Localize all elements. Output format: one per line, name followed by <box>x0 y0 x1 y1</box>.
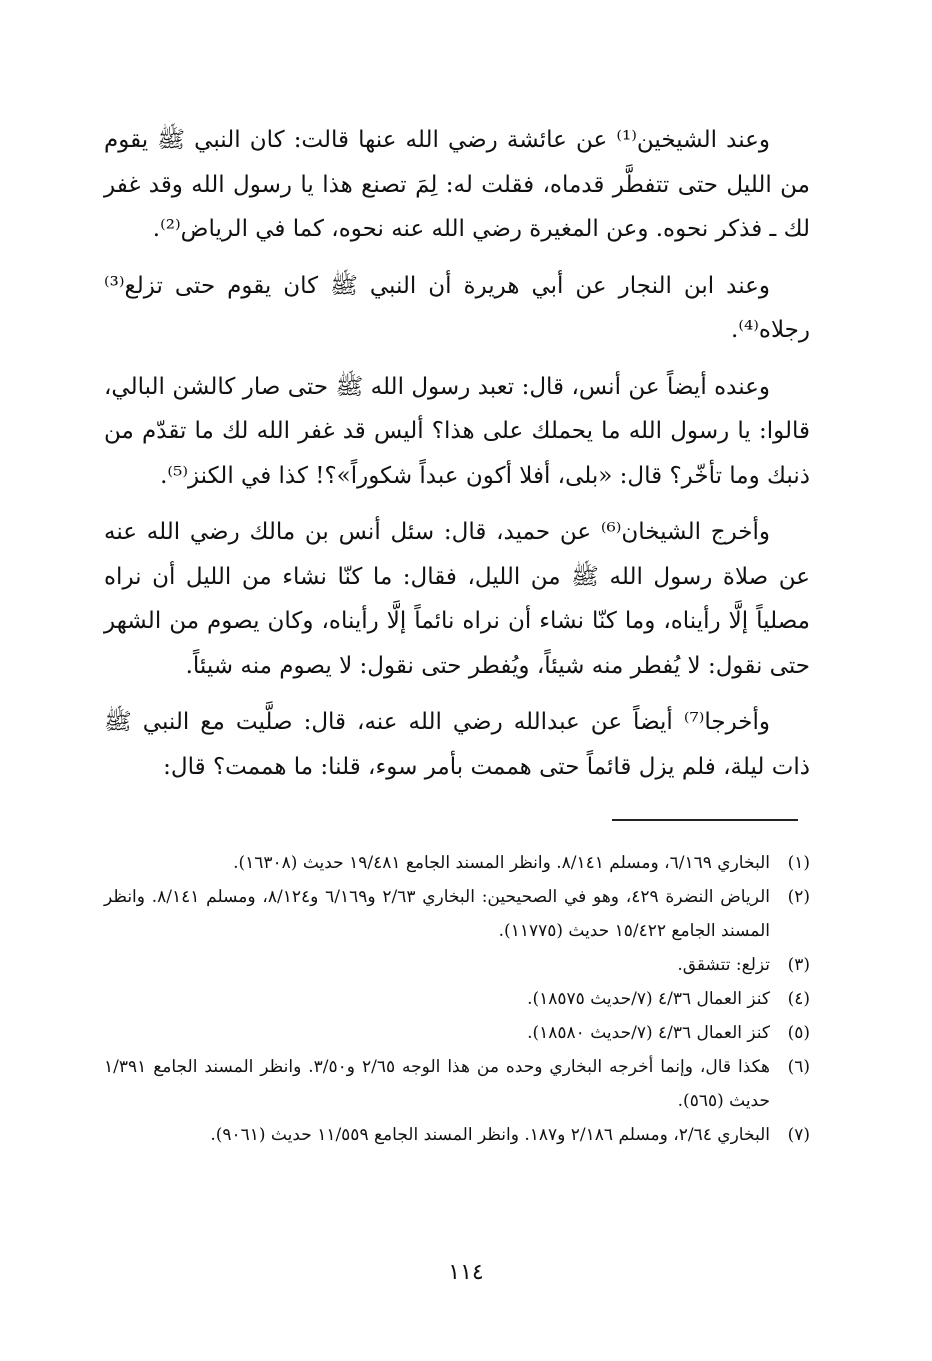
footnote-number: (٧) <box>787 1125 810 1145</box>
footnote-number: (٦) <box>787 1057 810 1077</box>
paragraph: وعند الشيخين⁽¹⁾ عن عائشة رضي الله عنها قالت: كان النبي ﷺ يقوم من الليل حتى تتفطَّر قدماه، فقلت له: لِمَ تصنع هذا يا رسول الله وقد غفر لك ـ فذكر نحوه. وعن المغيرة رضي الله عنه نحوه، كما في الرياض⁽²⁾. <box>104 127 810 242</box>
footnote-text: البخاري ٢/٦٤، ومسلم ٢/١٨٦ و١٨٧. وانظر المسند الجامع ١١/٥٥٩ حديث (٩٠٦١). <box>210 1125 770 1145</box>
footnote-number: (٣) <box>787 955 810 975</box>
footnote <box>104 1118 810 1152</box>
page-number: ١١٤ <box>448 1260 484 1285</box>
footnote-text: كنز العمال ٤/٣٦ (٧/حديث ١٨٥٧٥). <box>527 989 770 1009</box>
footnote <box>104 982 810 1016</box>
footnote <box>104 948 810 982</box>
footnotes <box>104 846 810 1152</box>
footnote <box>104 846 810 880</box>
footnote <box>104 1050 810 1118</box>
footnote-text: هكذا قال، وإنما أخرجه البخاري وحده من هذا الوجه ٢/٦٥ و٣/٥٠. وانظر المسند الجامع ١/٣٩١ حديث (٥٦٥). <box>104 1057 770 1111</box>
footnote-text: تزلع: تتشقق. <box>677 955 770 975</box>
footnote <box>104 880 810 948</box>
footnote-text: البخاري ٦/١٦٩، ومسلم ٨/١٤١. وانظر المسند الجامع ١٩/٤٨١ حديث (١٦٣٠٨). <box>233 853 770 873</box>
main-text <box>104 118 810 801</box>
footnote-number: (٢) <box>787 887 810 907</box>
footnote <box>104 1016 810 1050</box>
footnote-number: (١) <box>787 853 810 873</box>
paragraph: وعند ابن النجار عن أبي هريرة أن النبي ﷺ كان يقوم حتى تزلع⁽³⁾ رجلاه⁽⁴⁾. <box>104 272 810 343</box>
paragraph: وعنده أيضاً عن أنس، قال: تعبد رسول الله ﷺ حتى صار كالشن البالي، قالوا: يا رسول الله ما يحملك على هذا؟ أليس قد غفر الله لك ما تقدّم من ذنبك وما تأخّر؟ قال: «بلى، أفلا أكون عبداً شكوراً»؟! كذا في الكنز⁽⁵⁾. <box>104 373 810 489</box>
footnote-separator <box>612 819 798 821</box>
footnote-text: الرياض النضرة ٤٢٩، وهو في الصحيحين: البخاري ٢/٦٣ و٦/١٦٩ و٨/١٢٤، ومسلم ٨/١٤١. وانظر المسند الجامع ١٥/٤٢٢ حديث (١١٧٧٥). <box>104 887 771 941</box>
paragraph: وأخرج الشيخان⁽⁶⁾ عن حميد، قال: سئل أنس بن مالك رضي الله عنه عن صلاة رسول الله ﷺ من الليل، فقال: ما كنّا نشاء من الليل أن نراه مصلياً إلَّا رأيناه، وما كنّا نشاء أن نراه نائماً إلَّا رأيناه، وكان يصوم من الشهر حتى نقول: لا يُفطر منه شيئاً، ويُفطر حتى نقول: لا يصوم منه شيئاً. <box>104 519 810 679</box>
footnote-text: كنز العمال ٤/٣٦ (٧/حديث ١٨٥٨٠). <box>527 1023 770 1043</box>
footnote-number: (٤) <box>787 989 810 1009</box>
footnote-number: (٥) <box>787 1023 810 1043</box>
paragraph: وأخرجا⁽⁷⁾ أيضاً عن عبدالله رضي الله عنه، قال: صلَّيت مع النبي ﷺ ذات ليلة، فلم يزل قائماً حتى هممت بأمر سوء، قلنا: ما هممت؟ قال: <box>104 709 810 780</box>
